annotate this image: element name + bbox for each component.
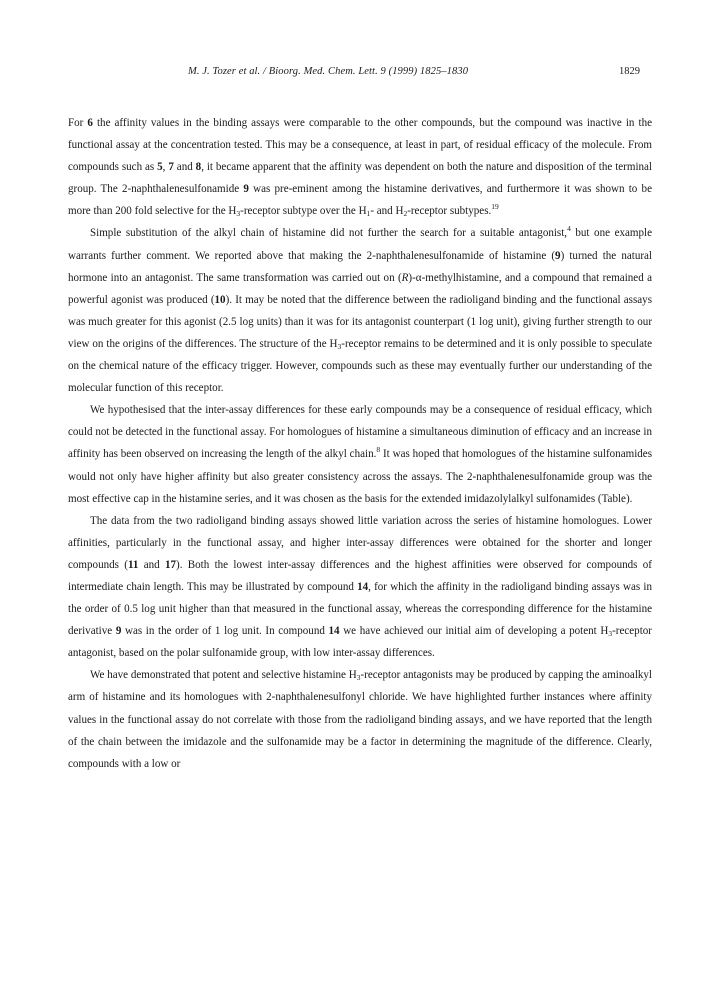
- text-run: We have demonstrated that potent and selective histamine H: [90, 669, 357, 682]
- paragraph: [68, 664, 652, 774]
- article-body: [68, 112, 652, 775]
- subscript: 3: [608, 629, 613, 639]
- text-run: we have achieved our initial aim of developing a potent H: [339, 625, 609, 638]
- text-run: ). Both the lowest inter-assay differences and the highest affinities were observed for compounds of intermediate chain length. This may be illustrated by compound: [68, 558, 652, 593]
- subscript: 2: [403, 209, 408, 219]
- text-run: Simple substitution of the alkyl chain of histamine did not further the search for a suitable antagonist,: [90, 227, 568, 240]
- compound-number: 9: [555, 249, 561, 262]
- text-run: - and H: [370, 205, 404, 218]
- text-run: -receptor subtypes.: [407, 205, 492, 218]
- compound-number: 17: [164, 558, 177, 571]
- text-run: , for which the affinity in the radioligand binding assays was in the order of 0.5 log unit higher than that measured in the functional assay, whereas the corresponding difference for the histamine derivative: [68, 580, 652, 638]
- compound-number: 7: [168, 161, 174, 174]
- running-title: M. J. Tozer et al. / Bioorg. Med. Chem. Lett. 9 (1999) 1825–1830: [188, 66, 469, 77]
- compound-number: 9: [115, 625, 122, 638]
- text-run: the affinity values in the binding assays were comparable to the other compounds, but the compound was inactive in the functional assay at the concentration tested. This may be a consequence, at least in part, of residual efficacy of the molecule. From compounds such as: [68, 117, 652, 174]
- paragraph: [68, 112, 652, 222]
- reference-superscript: 8: [376, 445, 381, 455]
- text-run: was in the order of 1 log unit. In compound: [121, 625, 329, 638]
- reference-superscript: 4: [567, 224, 571, 234]
- text-run: For: [68, 117, 88, 129]
- text-run: ,: [162, 161, 169, 174]
- text-run: but one example warrants further comment. We reported above that making the 2-naphthalenesulfonamide of histamine (: [68, 227, 652, 262]
- subscript: 3: [356, 673, 361, 683]
- page-number: 1829: [619, 66, 640, 77]
- compound-number: 6: [87, 117, 93, 129]
- subscript: 1: [366, 209, 371, 219]
- text-run: was pre-eminent among the histamine derivatives, and furthermore it was shown to be more than 200 fold selective for the H: [68, 183, 652, 218]
- text-run: , it became apparent that the affinity was dependent on both the nature and disposition of the terminal group. The 2-naphthalenesulfonamide: [68, 161, 653, 196]
- compound-number: 8: [195, 161, 202, 174]
- text-run: )-α-methylhistamine, and a compound that remained a powerful agonist was produced (: [68, 271, 652, 306]
- text-run: We hypothesised that the inter-assay differences for these early compounds may be a consequence of residual efficacy, which could not be detected in the functional assay. For homologues of histamine a simultaneous diminution of efficacy and an increase in affinity has been observed on increasing the length of the alkyl chain.: [68, 404, 652, 461]
- text-run: and: [138, 558, 165, 571]
- text-run: -receptor antagonist, based on the polar sulfonamide group, with low inter-assay differences.: [68, 625, 652, 660]
- subscript: 3: [236, 209, 241, 219]
- compound-number: 11: [127, 558, 139, 571]
- text-run: The data from the two radioligand binding assays showed little variation across the series of histamine homologues. Lower affinities, particularly in the functional assay, and higher inter-assay differences were obtained for the shorter and longer compounds (: [68, 514, 652, 571]
- text-run: -receptor remains to be determined and it is only possible to speculate on the chemical nature of the efficacy trigger. However, compounds such as these may eventually further our understanding of the molecular function of this receptor.: [68, 337, 652, 395]
- text-run: -receptor antagonists may be produced by capping the aminoalkyl arm of histamine and its homologues with 2-naphthalenesulfonyl chloride. We have highlighted further instances where affinity values in the functional assay do not correlate with those from the radioligand binding assays, and we have reported that the length of the chain between the imidazole and the sulfonamide may be a factor in determining the magnitude of the difference. Clearly, compounds with a low or: [68, 669, 652, 770]
- compound-number: 14: [357, 580, 369, 593]
- subscript: 3: [337, 341, 342, 351]
- compound-number: 14: [328, 625, 340, 638]
- compound-number: 9: [243, 183, 249, 196]
- reference-superscript: 19: [491, 202, 499, 212]
- compound-number: 10: [214, 293, 226, 306]
- paragraph: [68, 510, 652, 665]
- text-run: and: [173, 161, 196, 174]
- italic-run: R: [401, 271, 409, 284]
- text-run: ) turned the natural hormone into an antagonist. The same transformation was carried out on (: [68, 249, 652, 284]
- compound-number: 5: [157, 161, 163, 174]
- paragraph: [68, 399, 652, 509]
- paragraph: [68, 222, 652, 399]
- text-run: -receptor subtype over the H: [240, 205, 367, 218]
- text-run: ). It may be noted that the difference between the radioligand binding and the functional assays was much greater for this agonist (2.5 log units) than it was for its antagonist counterpart (1 log unit), giving further strength to our view on the origins of the differences. The structure of the H: [68, 293, 653, 350]
- text-run: It was hoped that homologues of the histamine sulfonamides would not only have higher affinity but also greater consistency across the assays. The 2-naphthalenesulfonamide group was the most effective cap in the histamine series, and it was chosen as the basis for the extended imidazolylalkyl sulfonamides (Table).: [68, 448, 652, 505]
